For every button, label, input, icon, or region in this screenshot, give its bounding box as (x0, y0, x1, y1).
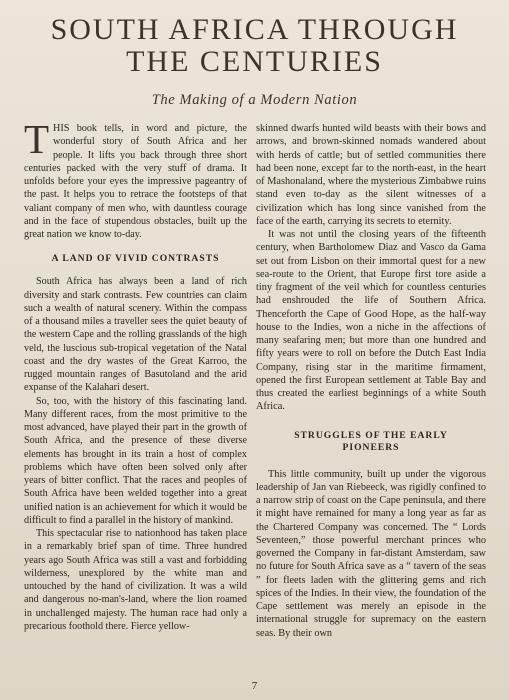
section-heading-contrasts: A LAND OF VIVID CONTRASTS (51, 253, 220, 265)
paragraph: It was not until the closing years of the fifteenth century, when Bartholomew Diaz and Vasco da Gama set out from Lisbon on their immortal quest for a new sea-route to the Orient, that Europe first tore aside a tiny fragment of the veil which for countless centuries had enshrouded the life of Southern Africa. Thenceforth the Cape of Good Hope, as the half-way house to the Indies, won a niche in the affections of many seafaring men; but more than one hundred and fifty years were to roll on before the Dutch East India Company, rising star in the maritime firmament, opened the first European settlement at Table Bay and thus created the earliest beginnings of a white South Africa. (256, 229, 486, 413)
title-line-1: SOUTH AFRICA THROUGH (50, 13, 459, 46)
page-title (0, 14, 509, 78)
heading-line-1: STRUGGLES OF THE EARLY (294, 429, 448, 441)
right-column (256, 122, 486, 640)
paragraph: South Africa has always been a land of rich diversity and stark contrasts. Few countries can claim such a wealth of natural scenery. Within the compass of a thousand miles a traveller sees the quiet beauty of the western Cape and the rolling grasslands of the high veld, the luscious sub-tropical vegetation of the Natal coast and the dry wastes of the Great Karroo, the rugged mountain ranges of Basutoland and the arid expanse of the Kalahari desert. (24, 276, 247, 394)
heading-line-2: PIONEERS (342, 441, 400, 453)
paragraph: skinned dwarfs hunted wild beasts with their bows and arrows, and brown-skinned nomads wandered about with herds of cattle; but of settled communities there had been none, except far to the north-east, in the heart of Mashonaland, where the mysterious Zimbabwe ruins stand even to-day as the silent witnesses of a civilization which has long since vanished from the face of the earth, carrying its secrets to eternity. (256, 123, 486, 227)
paragraph: This spectacular rise to nationhood has taken place in a remarkably brief span of time. Three hundred years ago South Africa was still a vast and forbidding wilderness, unexplored by the white man and untouched by the hand of civilization. It was a wild and dangerous no-man's-land, where the lion roamed in unchallenged majesty. The human race had only a precarious foothold there. Fierce yellow- (24, 528, 247, 632)
title-line-2: THE CENTURIES (126, 45, 383, 78)
paragraph: So, too, with the history of this fascinating land. Many different races, from the most primitive to the most advanced, have played their part in the growth of South Africa, and the presence of these diverse elements has brought in its train a host of complex problems which have often been solved only after years of bitter conflict. That the races and peoples of South Africa have been welded together into a great unified nation is an achievement for which it would be difficult to find a parallel in the history of mankind. (24, 395, 247, 526)
page-number: 7 (251, 680, 258, 692)
drop-cap: T (24, 116, 50, 162)
page-subtitle: The Making of a Modern Nation (151, 92, 358, 108)
section-heading-struggles (256, 430, 486, 454)
intro-text: HIS book tells, in word and picture, the wonderful story of South Africa and her people. It lifts you back through three short centuries packed with the very stuff of drama. It unfolds before your eyes the impressive pageantry of the past. It helps you to retrace the footsteps of that valiant company of men who, with dauntless courage and in the face of stupendous obstacles, built up the great nation we know to-day. (24, 123, 247, 240)
left-column (24, 116, 247, 633)
paragraph: This little community, built up under the vigorous leadership of Jan van Riebeeck, was rigidly confined to a narrow strip of coast on the Cape peninsula, and there it might have remained for many a long year as far as the Chartered Company was concerned. The “ Lords Seventeen,” those powerful merchant princes who governed the Company in far-distant Amsterdam, saw no future for South Africa save as a “ tavern of the seas ” for fleets laden with the glittering gems and rich spices of the Indies. In their view, the foundation of the Cape settlement was merely an episode in the international struggle for supremacy on the eastern seas. By their own (256, 468, 486, 639)
intro-paragraph (24, 116, 247, 241)
